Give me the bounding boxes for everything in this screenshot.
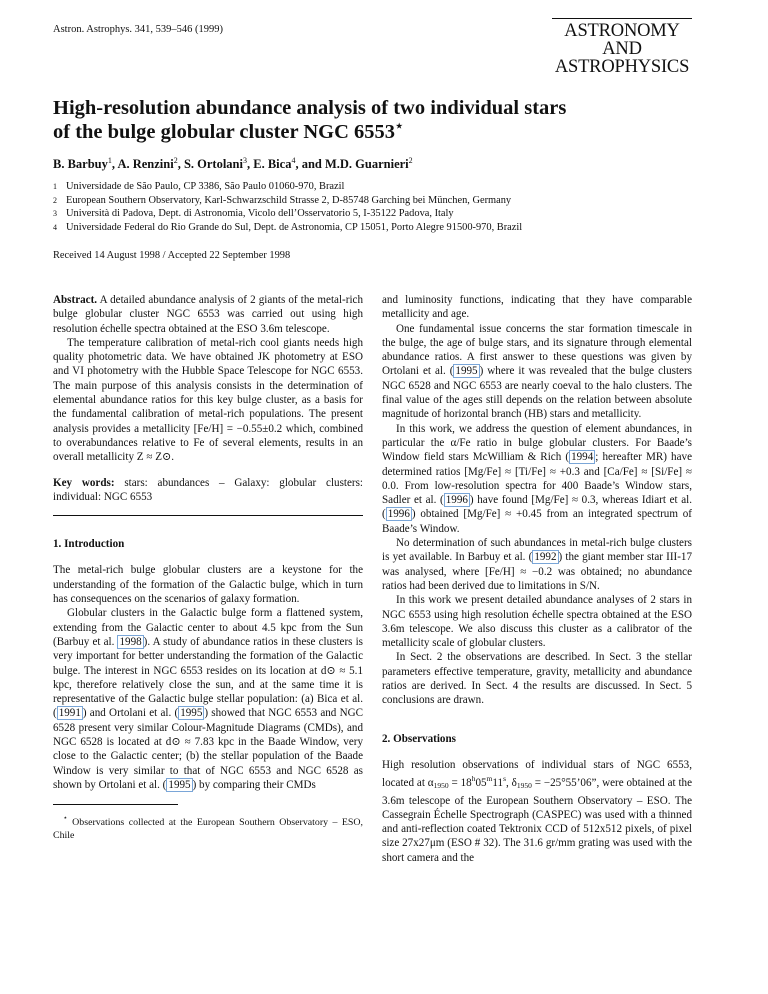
logo-rule [552,18,692,19]
keywords: Key words: stars: abundances – Galaxy: globular clusters: individual: NGC 6553 [53,476,363,503]
body-paragraph: In this work we present detailed abundance analyses of 2 stars in NGC 6553 using high resolution échelle spectra obtained at the ESO 3.6m telescope. We also discuss this cluster as a calibrator of the metallicity scale of globular clusters. [382,594,692,650]
author: E. Bica [253,157,292,171]
intro-paragraph: Globular clusters in the Galactic bulge form a flattened system, extending from the Galactic center to about 4.5 kpc from the Sun (Barbuy et al. 1998 ). A study of abundance ratios in these clusters is very important for better understanding the formation of the Galactic bulge. The interest in NGC 6553 resides on its location at d⊙ ≈ 5.1 kpc, therefore relatively close the sun, and at the same time it is representative of the Galactic bulge stellar population: (a) Bica et al. ( 1991 ) and Ortolani et al. ( 1995 ) showed that NGC 6553 and NGC 6528 present very similar Colour-Magnitude Diagrams (CMDs), and NGC 6528 is located at d⊙ ≈ 7.83 kpc in the Baade Window, very close to the Galactic center; (b) the stellar population of the Baade Window is very similar to that of NGC 6553 and NGC 6528 as shown by Ortolani et al. ( 1995 ) by comparing their CMDs [53,607,363,791]
abstract-paragraph: The temperature calibration of metal-rich cool giants needs high quality photometric data. We have obtained JK photometry at ESO and VI photometry with the Hubble Space Telescope for NGC 6553. The main purpose of this analysis consists in the determination of elemental abundance ratios for this key bulge cluster, as a basis for the fundamental calibration of metal-rich populations. The present analysis provides a metallicity [Fe/H] = −0.55±0.2 which, combined to overabundances relative to Fe of several elements, results in an overall metallicity Z ≈ Z⊙. [53,336,363,464]
footnote-rule [53,804,178,805]
affiliation: 2 European Southern Observatory, Karl-Schwarzschild Strasse 2, D-85748 Garching bei München, Germany [53,194,512,206]
right-column [382,293,692,865]
citation-link[interactable]: 1994 [571,451,594,464]
title-line-1: High-resolution abundance analysis of two individual stars [53,97,567,119]
section-heading-introduction: 1. Introduction [53,538,125,551]
citation-link[interactable]: 1998 [119,635,142,648]
citation-link[interactable]: 1996 [387,508,410,521]
journal-logo [552,18,692,76]
journal-reference: Astron. Astrophys. 341, 539–546 (1999) [53,24,224,35]
abstract-label: Abstract. [53,294,98,306]
abstract-divider [53,515,363,516]
title-footnote-mark: ⋆ [395,118,404,134]
keywords-label: Key words: [53,476,115,489]
affiliation-list [53,180,522,234]
footnote: ⋆ Observations collected at the European Southern Observatory – ESO, Chile [53,813,364,842]
left-column [53,293,363,842]
body-paragraph: In this work, we address the question of element abundances, in particular the α/Fe ratio in bulge globular clusters. For Baade’s Window field stars McWilliam & Rich ( 1994 ; hereafter MR) have determined ratios [Mg/Fe] ≈ [Ti/Fe] ≈ +0.3 and [Ca/Fe] ≈ [Si/Fe] ≈ 0.0. From low-resolution spectra for 400 Baade’s Window stars, Sadler et al. ( 1996 ) have found [Mg/Fe] ≈ 0.3, whereas Idiart et al. ( 1996 ) obtained [Mg/Fe] ≈ +0.45 from an integrated spectrum of Baade’s Window. [382,422,692,535]
affiliation: 1 Universidade de São Paulo, CP 3386, São Paulo 01060-970, Brazil [53,181,345,192]
author: M.D. Guarnieri [324,157,409,171]
body-paragraph: and luminosity functions, indicating that they have comparable metallicity and age. [382,294,692,321]
citation-link[interactable]: 1996 [445,494,468,507]
abstract: Abstract. A detailed abundance analysis of 2 giants of the metal-rich bulge globular cluster NGC 6553 was carried out using high resolution échelle spectra obtained at the ESO 3.6m telescope. [53,294,363,335]
paper-title [53,96,703,144]
intro-paragraph: The metal-rich bulge globular clusters are a keystone for the understanding of the formation of the Galactic bulge, which in turn has consequences on the scenarios of galaxy formation. [53,564,363,606]
citation-link[interactable]: 1995 [180,707,203,720]
author: A. Renzini [117,157,174,171]
author: S. Ortolani [183,157,243,171]
affiliation: 4 Universidade Federal do Rio Grande do Sul, Dept. de Astronomia, CP 15051, Porto Alegre 91500-970, Brazil [53,221,523,233]
body-paragraph: In Sect. 2 the observations are described. In Sect. 3 the stellar parameters effective temperature, gravity, metallicity and abundance ratios are derived. In Sect. 4 the results are discussed. In Sect. 5 conclusions are drawn. [382,651,692,707]
citation-link[interactable]: 1991 [58,707,81,720]
observations-paragraph: High resolution observations of individual stars of NGC 6553, located at $\alpha_{1950} = 18^h05^m11^s$, $\delta_{1950}$ = −25°55’06”, were obtained at the 3.6m telescope of the European Southern Observatory – ESO. The Cassegrain Échelle Spectrograph (CASPEC) was used with a thinned and anti-reflection coated Tektronix CCD of 512x512 pixels, of pixel size 27x27μm (ESO # 32). The 31.6 gr/mm grating was used with the short camera and the [382,758,692,864]
author: B. Barbuy [53,157,108,171]
affiliation: 3 Università di Padova, Dept. di Astronomia, Vicolo dell’Osservatorio 5, I-35122 Padova, Italy [53,208,454,220]
received-dates: Received 14 August 1998 / Accepted 22 September 1998 [53,250,291,261]
citation-link[interactable]: 1992 [534,551,557,564]
body-paragraph: No determination of such abundances in metal-rich bulge clusters is yet available. In Barbuy et al. ( 1992 ) the giant member star III-17 was analysed, where [Fe/H] ≈ −0.2 was obtained; no abundance ratios had been derived due to limitations in S/N. [382,537,692,592]
logo-line-1: ASTRONOMY [564,21,680,41]
citation-link[interactable]: 1995 [455,365,478,378]
author-list: B. Barbuy$^1$, A. Renzini$^2$, S. Ortolani$^3$, E. Bica$^4$, and M.D. Guarnieri$^2$ [53,155,413,171]
title-line-2: of the bulge globular cluster NGC 6553⋆ [53,118,404,143]
section-heading-observations: 2. Observations [382,732,456,745]
citation-link[interactable]: 1995 [168,778,191,791]
body-paragraph: One fundamental issue concerns the star formation timescale in the bulge, the age of bulge stars, and its signature through elemental abundance ratios. A first answer to these questions was given by Ortolani et al. ( 1995 ) where it was revealed that the bulge clusters NGC 6528 and NGC 6553 are nearly coeval to the halo clusters. The final value of the ages still depends on the relation between absolute magnitude of horizontal branch (HB) stars and metallicity. [382,322,692,421]
logo-line-3: ASTROPHYSICS [554,57,690,77]
logo-line-2: AND [602,39,642,59]
